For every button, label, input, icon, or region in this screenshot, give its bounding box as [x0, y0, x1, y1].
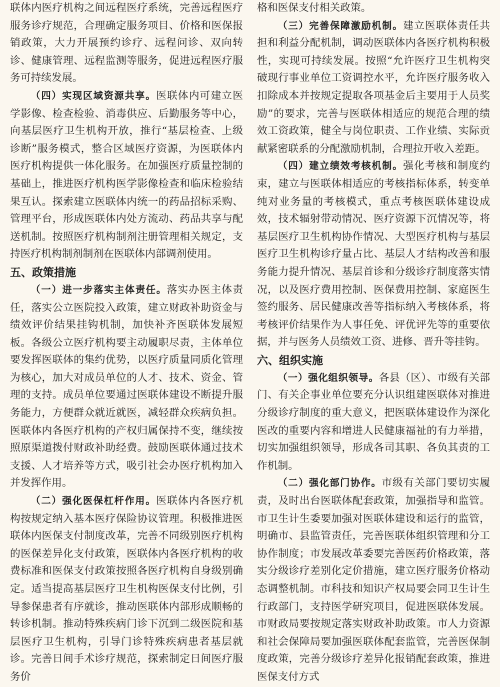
- paragraph-lead: （四）实现区域资源共享。: [30, 90, 157, 102]
- paragraph-body: 强化考核和制度约束，建立与医联体相适应的考核指标体系，转变单纯对业务量的考核模式，重点考核医联体建设成效，技术辐射带动情况、医疗资源下沉情况等，将基层医疗卫生机构协作情况、大型医疗机构与基层医疗卫生机构诊疗量占比、基层人才结构改善和服务能力提升情况、基层首诊和分级诊疗制度落实情况，以及医疗费用控制、医保费用控制、家庭医生签约服务、居民健康改善等指标纳入考核体系，将考核评价结果作为人事任免、评优评先等的重要依据，并与医务人员绩效工资、进修、晋升等挂钩。: [257, 160, 490, 349]
- paragraph-lead: （二）强化部门协作。: [277, 478, 382, 490]
- right-column: [257, 0, 491, 683]
- paragraph-body: 建立医联体责任共担和利益分配机制，调动医联体内各医疗机构积极性，实现可持续发展。按照“允许医疗卫生机构突破现行事业单位工资调控水平，允许医疗服务收入扣除成本并按规定提取各项基金后主要用于人员奖励”的要求，完善与医联体相适应的规范合理的绩效工资政策，健全与岗位职责、工作业绩、实际贡献紧密联系的分配激励机制，合理拉开收入差距。: [257, 19, 490, 155]
- paragraph-body: 各县（区）、市级有关部门、有关企事业单位要充分认识组建医联体对推进分级诊疗制度的重大意义，把医联体建设作为深化医改的重要内容和增进人民健康福祉的有力举措，切实加强组织领导，形成各司其职、各负其责的工作机制。: [257, 371, 490, 472]
- paragraph-body: 医联体内各医疗机构按规定纳入基本医疗保险协议管理。积极推进医联体内医保支付制度改革，完善不同级别医疗机构的医保差异化支付政策，医联体内各医疗机构的收费标准和医保支付政策按照各医疗机构自身级别确定。适当提高基层医疗卫生机构医保支付比例，引导参保患者有序就诊，推动医联体内部形成顺畅的转诊机制。推动特殊疾病门诊下沉到二级医院和基层医疗卫生机构，引导门诊特殊疾病患者基层就诊。完善日间手术诊疗规范，探索制定日间医疗服务价: [10, 495, 243, 683]
- paragraph-leadership: [257, 370, 490, 476]
- paragraph-continuation: 格和医保支付相关政策。: [257, 2, 372, 14]
- paragraph-performance-assessment: [257, 158, 490, 352]
- paragraph-lead: （一）进一步落实主体责任。: [30, 284, 167, 296]
- paragraph-medical-insurance: [10, 493, 243, 687]
- paragraph-body: 落实办医主体责任，落实公立医院投入政策，建立财政补助资金与绩效评价结果挂钩机制，加快补齐医联体发展短板。各级公立医疗机构要主动履职尽责，主体单位要发挥医联体的集约优势，以医疗质量同质化管理为核心，加大对成员单位的人才、技术、资金、管理的支持。成员单位要通过医联体建设不断提升服务能力，方便群众就近就医，减轻群众疾病负担。医联体内各医疗机构的产权归属保持不变，继续按照原渠道拨付财政补助经费。鼓励医联体通过技术支援、人才培养等方式，吸引社会办医疗机构加入并发挥作用。: [10, 283, 244, 490]
- paragraph-body: 医联体内可建立医学影像、检查检验、消毒供应、后勤服务等中心，向基层医疗卫生机构开放，推行“基层检查、上级诊断”服务模式，整合区域医疗资源，为医联体内医疗机构提供一体化服务。在加强医疗质量控制的基础上，推进医疗机构医学影像检查和临床检验结果互认。探索建立医联体内统一的药品招标采购、管理平台，形成医联体内处方流动、药品共享与配送机制。按照医疗机构制剂注册管理相关规定，支持医疗机构制剂制剂在医联体内部调剂使用。: [10, 89, 243, 261]
- paragraph-body: 市级有关部门要切实履责，及时出台医联体配套政策，加强指导和监管。市卫生计生委要加强对医联体建设和运行的监管，明确市、县监管责任，完善医联体组织管理和分工协作制度；市发展改革委要完善医药价格政策，落实分级诊疗差别化定价措施，建立医疗服务价格动态调整机制。市科技和知识产权局要会同卫生计生行政部门，支持医学研究项目，促进医联体发展。市财政局要按规定落实财政补助政策。市人力资源和社会保障局要加强医联体配套监管，完善医保制度政策，完善分级诊疗差异化报销配套政策，推进医保支付方式: [257, 477, 491, 683]
- paragraph-main-responsibility: [10, 282, 243, 493]
- section-heading-organization: 六、组织实施: [257, 353, 323, 367]
- paragraph-lead: （四）建立绩效考核机制。: [277, 161, 404, 173]
- paragraph-department-cooperation: [257, 475, 490, 686]
- paragraph-continuation: 联体内医疗机构之间远程医疗系统，完善远程医疗服务诊疗规范，合理确定服务项目、价格和医保报销政策，大力开展预约诊疗、远程问诊、双向转诊、健康管理、远程监测等服务，促进远程医疗服务可持续发展。: [10, 2, 243, 85]
- paragraph-lead: （一）强化组织领导。: [277, 372, 379, 384]
- paragraph-lead: （三）完善保障激励机制。: [277, 20, 404, 32]
- paragraph-lead: （二）强化医保杠杆作用。: [30, 496, 157, 508]
- left-column: [10, 0, 244, 683]
- paragraph-resource-sharing: [10, 88, 243, 264]
- section-heading-policy-measures: 五、政策措施: [10, 265, 76, 279]
- paragraph-incentive-mechanism: [257, 18, 490, 159]
